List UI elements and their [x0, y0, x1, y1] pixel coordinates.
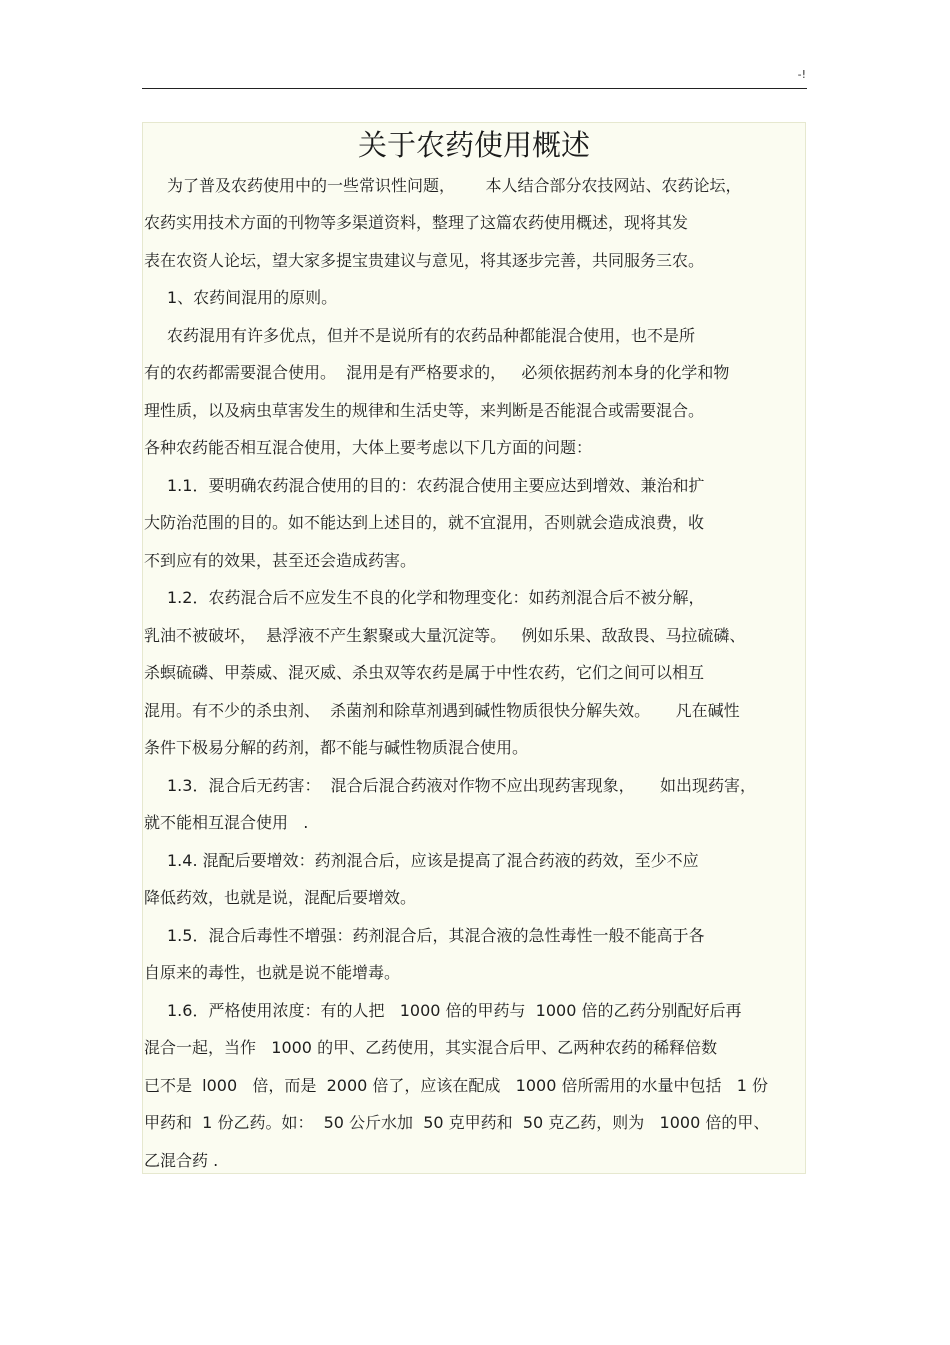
paragraph-line: 为了普及农药使用中的一些常识性问题， 本人结合部分农技网站、农药论坛，	[167, 176, 742, 195]
paragraph-line: 已不是 l000 倍，而是 2000 倍了，应该在配成 1000 倍所需用的水量中包括 1 份	[144, 1076, 768, 1095]
paragraph-line: 条件下极易分解的药剂，都不能与碱性物质混合使用。	[144, 738, 529, 757]
paragraph-line: 自原来的毒性，也就是说不能增毒。	[144, 963, 401, 982]
paragraph-line: 1.2．农药混合后不应发生不良的化学和物理变化：如药剂混合后不被分解，	[167, 588, 705, 607]
paragraph-line: 就不能相互混合使用 .	[144, 813, 309, 832]
paragraph-line: 甲药和 1 份乙药。如： 50 公斤水加 50 克甲药和 50 克乙药，则为 1000 倍的甲、	[144, 1113, 770, 1132]
paragraph-line: 不到应有的效果，甚至还会造成药害。	[144, 551, 417, 570]
paragraph-line: 乙混合药 .	[144, 1151, 219, 1170]
paragraph-line: 农药实用技术方面的刊物等多渠道资料，整理了这篇农药使用概述，现将其发	[144, 213, 689, 232]
paragraph-line: 1.3．混合后无药害： 混合后混合药液对作物不应出现药害现象， 如出现药害，	[167, 776, 757, 795]
paragraph-line: 杀螟硫磷、甲萘威、混灭威、杀虫双等农药是属于中性农药，它们之间可以相互	[144, 663, 705, 682]
paragraph-line: 各种农药能否相互混合使用，大体上要考虑以下几方面的问题：	[144, 438, 593, 457]
paragraph-line: 1.5．混合后毒性不增强：药剂混合后，其混合液的急性毒性一般不能高于各	[167, 926, 705, 945]
document-title: 关于农药使用概述	[357, 128, 590, 162]
paragraph-line: 大防治范围的目的。如不能达到上述目的，就不宜混用，否则就会造成浪费，收	[144, 513, 705, 532]
paragraph-line: 理性质，以及病虫草害发生的规律和生活史等，来判断是否能混合或需要混合。	[144, 401, 705, 420]
section-heading: 1、农药间混用的原则。	[167, 288, 338, 307]
paragraph-line: 表在农资人论坛，望大家多提宝贵建议与意见，将其逐步完善，共同服务三农。	[144, 251, 705, 270]
paragraph-line: 降低药效，也就是说，混配后要增效。	[144, 888, 417, 907]
paragraph-line: 1.1．要明确农药混合使用的目的：农药混合使用主要应达到增效、兼治和扩	[167, 476, 705, 495]
paragraph-line: 1.4. 混配后要增效：药剂混合后，应该是提高了混合药液的药效，至少不应	[167, 851, 699, 870]
header-rule	[142, 88, 807, 89]
page-mark: -!	[797, 68, 806, 81]
paragraph-line: 农药混用有许多优点，但并不是说所有的农药品种都能混合使用，也不是所	[167, 326, 696, 345]
paragraph-line: 有的农药都需要混合使用。 混用是有严格要求的， 必须依据药剂本身的化学和物	[144, 363, 730, 382]
paragraph-line: 混合一起，当作 1000 的甲、乙药使用，其实混合后甲、乙两种农药的稀释倍数	[144, 1038, 718, 1057]
paragraph-line: 1.6．严格使用浓度：有的人把 1000 倍的甲药与 1000 倍的乙药分别配好后再	[167, 1001, 742, 1020]
paragraph-line: 乳油不被破坏， 悬浮液不产生絮聚或大量沉淀等。 例如乐果、敌敌畏、马拉硫磷、	[144, 626, 746, 645]
paragraph-line: 混用。有不少的杀虫剂、 杀菌剂和除草剂遇到碱性物质很快分解失效。 凡在碱性	[144, 701, 740, 720]
